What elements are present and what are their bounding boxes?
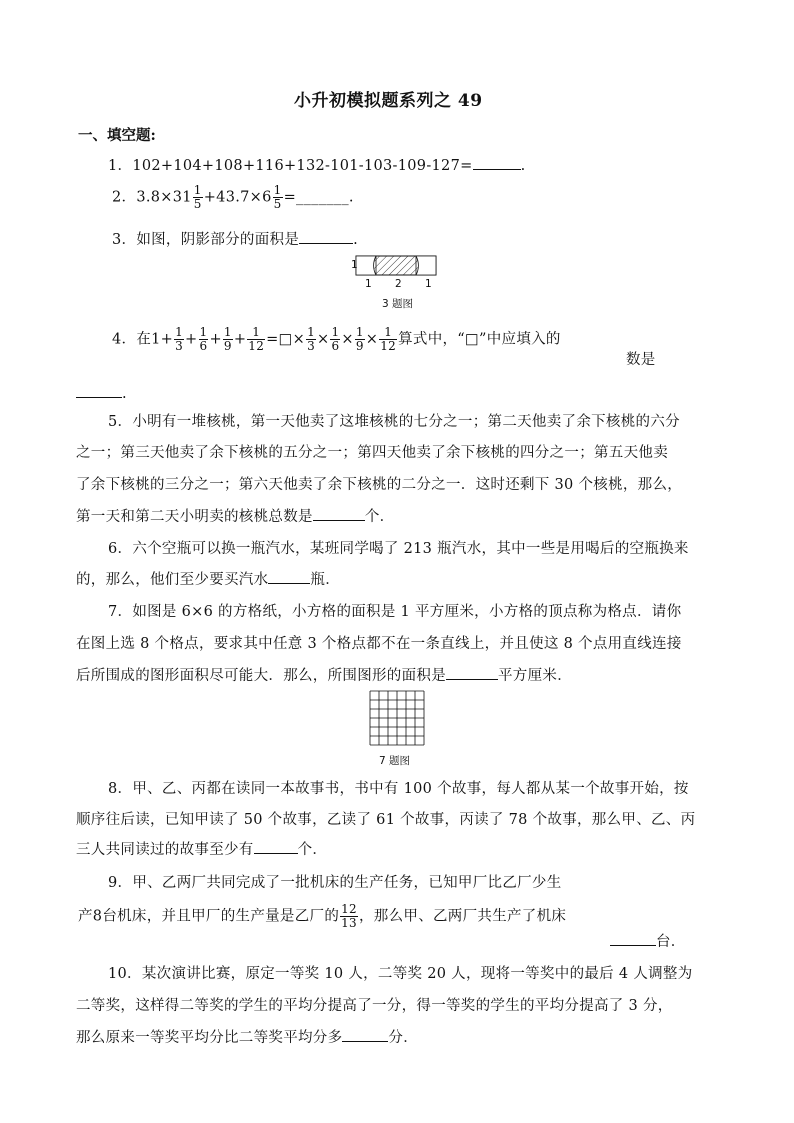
figure-3-caption: 3 题图 xyxy=(382,298,414,310)
question-10-end: 分． xyxy=(388,1030,419,1046)
page-title: 小升初模拟题系列之 49 xyxy=(294,91,483,111)
question-9-text-a: 产8台机床，并且甲厂的生产量是乙厂的 xyxy=(78,908,340,925)
answer-blank-4 xyxy=(76,383,122,398)
answer-blank-10 xyxy=(342,1027,388,1042)
answer-blank-5 xyxy=(313,506,365,521)
question-4-blank-line xyxy=(76,383,127,402)
question-9-blank-line xyxy=(610,930,686,951)
fraction-1-5-a: $\frac{1}{5}$ xyxy=(193,183,202,211)
figure-3-label-2: 2 xyxy=(395,278,402,290)
figure-3-left-label: 1 xyxy=(351,259,358,271)
question-5-end: 个． xyxy=(364,509,395,525)
fraction-1-3-b: $\frac{1}{3}$ xyxy=(307,325,315,353)
question-4-suffix: 算式中，“□”中应填入的 xyxy=(398,331,561,348)
fraction-1-6-b: $\frac{1}{6}$ xyxy=(331,325,340,353)
figure-3-label-1: 1 xyxy=(365,278,372,290)
answer-blank-7 xyxy=(446,665,498,680)
question-9-line-1: 9．甲、乙两厂共同完成了一批机床的生产任务，已知甲厂比乙厂少生 xyxy=(108,875,562,891)
question-9-line-2 xyxy=(78,903,566,930)
question-1-text: 1．102+104+108+116+132-101-103-109-127= xyxy=(108,158,473,174)
question-3-end: . xyxy=(353,232,359,248)
question-3-text: 3．如图，阴影部分的面积是 xyxy=(112,232,300,248)
fraction-1-9-b: $\frac{1}{9}$ xyxy=(355,325,364,353)
fraction-1-5-b: $\frac{1}{5}$ xyxy=(273,183,282,211)
question-8-text: 三人共同读过的故事至少有 xyxy=(76,842,254,858)
question-4: 4．在1+ $\frac{1}{3}$ + $\frac{1}{6}$ + $\frac{1}{9}$ + $\frac{1}{12}$ =□× $\frac{1}{3}$ × $\frac{1}{6}$ × $\frac{1}{9}$ × $\frac{1}{12}$ 算式中，“□”中应填入的 xyxy=(112,325,561,353)
question-5-line-1: 5．小明有一堆核桃，第一天他卖了这堆核桃的七分之一；第二天他卖了余下核桃的六分 xyxy=(108,414,680,430)
fraction-1-6: $\frac{1}{6}$ xyxy=(199,325,208,353)
figure-7-grid xyxy=(369,690,425,746)
question-8-line-2: 顺序往后读，已知甲读了 50 个故事，乙读了 61 个故事，丙读了 78 个故事，那么甲、乙、丙 xyxy=(76,812,696,828)
question-5-line-4 xyxy=(76,505,394,526)
question-2-mid: +43.7×6 xyxy=(203,189,272,206)
question-9-end: 台． xyxy=(656,934,686,950)
question-5-line-2: 之一；第三天他卖了余下核桃的五分之一；第四天他卖了余下核桃的四分之一；第五天他卖 xyxy=(76,445,668,461)
question-4-tail: 数是 xyxy=(626,352,656,368)
question-7-line-3 xyxy=(76,664,572,685)
question-5-line-3: 了余下核桃的三分之一；第六天他卖了余下核桃的二分之一．这时还剩下 30 个核桃，那么， xyxy=(76,477,683,493)
question-7-end: 平方厘米． xyxy=(498,668,572,684)
answer-blank-3 xyxy=(299,229,353,244)
question-8-end: 个． xyxy=(297,842,328,858)
question-10-line-2: 二等奖，这样得二等奖的学生的平均分提高了一分，得一等奖的学生的平均分提高了 3 分， xyxy=(76,998,673,1014)
section-heading: 一、填空题: xyxy=(78,127,156,144)
question-4-end: . xyxy=(122,386,127,402)
fraction-1-9: $\frac{1}{9}$ xyxy=(223,325,232,353)
question-6-text: 的，那么，他们至少要买汽水 xyxy=(76,572,269,588)
question-3 xyxy=(112,228,358,249)
answer-blank-8 xyxy=(254,839,298,854)
figure-3-label-3: 1 xyxy=(425,278,432,290)
question-10-line-3 xyxy=(76,1026,418,1047)
fraction-12-13: $\frac{12}{13}$ xyxy=(341,902,357,930)
question-8-line-3 xyxy=(76,838,327,859)
fraction-1-3: $\frac{1}{3}$ xyxy=(175,325,184,353)
question-6-line-2 xyxy=(76,568,340,589)
question-4-prefix: 4．在1+ xyxy=(112,331,174,348)
answer-blank-6 xyxy=(268,569,310,584)
question-2 xyxy=(112,184,354,211)
question-1 xyxy=(108,154,525,175)
figure-7-caption: 7 题图 xyxy=(379,755,411,767)
fraction-1-12: $\frac{1}{12}$ xyxy=(248,325,265,353)
question-7-text: 后所围成的图形面积尽可能大．那么，所围图形的面积是 xyxy=(76,668,446,684)
question-6-end: 瓶． xyxy=(310,572,341,588)
question-4-mid: =□× xyxy=(266,331,306,348)
question-5-text: 第一天和第二天小明卖的核桃总数是 xyxy=(76,509,313,525)
question-7-line-2: 在图上选 8 个格点，要求其中任意 3 个格点都不在一条直线上，并且使这 8 个点用直线连接 xyxy=(76,636,682,652)
question-8-line-1: 8．甲、乙、丙都在读同一本故事书，书中有 100 个故事，每人都从某一个故事开始，按 xyxy=(108,781,689,797)
question-7-line-1: 7．如图是 6×6 的方格纸，小方格的面积是 1 平方厘米，小方格的顶点称为格点．请你 xyxy=(108,604,682,620)
question-2-suffix: =_______. xyxy=(283,189,354,206)
question-9-text-b: ，那么甲、乙两厂共生产了机床 xyxy=(359,908,567,925)
question-2-prefix: 2．3.8×31 xyxy=(112,189,192,206)
answer-blank-9 xyxy=(610,931,656,946)
answer-blank-1 xyxy=(473,155,521,170)
question-1-end: . xyxy=(520,158,526,174)
question-6-line-1: 6．六个空瓶可以换一瓶汽水，某班同学喝了 213 瓶汽水，其中一些是用喝后的空瓶换来 xyxy=(108,541,689,557)
question-10-line-1: 10．某次演讲比赛，原定一等奖 10 人，二等奖 20 人，现将一等奖中的最后 4 人调整为 xyxy=(108,966,693,982)
fraction-1-12-b: $\frac{1}{12}$ xyxy=(380,325,397,353)
question-10-text: 那么原来一等奖平均分比二等奖平均分多 xyxy=(76,1030,343,1046)
